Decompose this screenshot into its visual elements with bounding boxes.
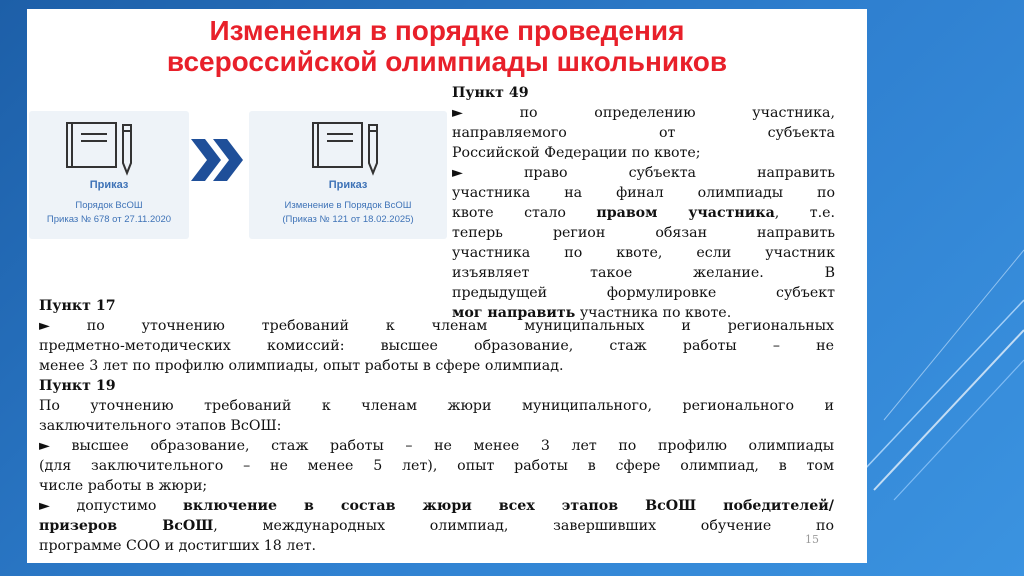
punkt-19-line: числе работы в жюри;	[39, 478, 208, 494]
punkt-49-line: Российской Федерации по квоте;	[452, 145, 701, 161]
punkt-17-line: предметно-методических комиссий: высшее образование, стаж работы – не	[39, 338, 834, 354]
title-line-2: всероссийской олимпиады школьников	[166, 46, 728, 77]
punkt-17-19-block	[39, 296, 834, 556]
punkt-49-heading: Пункт 49	[452, 85, 529, 101]
old-order-caption-title: Приказ	[89, 179, 129, 191]
punkt-19-heading: Пункт 19	[39, 378, 116, 394]
new-order-caption-line-2: (Приказ № 121 от 18.02.2025)	[282, 214, 414, 225]
punkt-49-line: участника по квоте, если участник	[452, 245, 835, 261]
slide	[27, 9, 867, 563]
punkt-19-line: ► допустимо включение в состав жюри всех этапов ВсОШ победителей/	[39, 498, 834, 514]
punkt-49-line: изъявляет такое желание. В	[452, 265, 835, 281]
punkt-49-line: теперь регион обязан направить	[452, 225, 835, 241]
punkt-49-line: предыдущей формулировке субъект	[452, 285, 835, 301]
double-chevron-right-icon	[189, 137, 249, 183]
order-document-icon	[309, 117, 389, 177]
punkt-19-line: заключительного этапов ВсОШ:	[39, 418, 282, 434]
background-decoration-lines	[864, 0, 1024, 576]
punkt-17-line: ► по уточнению требований к членам муниципальных и региональных	[39, 318, 834, 334]
punkt-17-heading: Пункт 17	[39, 298, 116, 314]
new-order-card	[249, 111, 447, 239]
new-order-caption-title: Приказ	[328, 179, 368, 191]
slide-title	[27, 15, 867, 77]
punkt-19-line: призеров ВсОШ, международных олимпиад, завершивших обучение по	[39, 518, 834, 534]
new-order-caption-line-1: Изменение в Порядок ВсОШ	[284, 200, 412, 211]
emphasis-right-of-participant: правом участника	[596, 205, 775, 221]
old-order-caption-line-1: Порядок ВсОШ	[75, 200, 143, 211]
punkt-19-line: (для заключительного – не менее 5 лет), опыт работы в сфере олимпиад, в том	[39, 458, 834, 474]
punkt-19-line: программе СОО и достигших 18 лет.	[39, 538, 317, 554]
order-document-icon	[63, 117, 143, 177]
emphasis-jury-inclusion: включение в состав жюри всех этапов ВсОШ победителей/	[183, 498, 834, 514]
punkt-49-line: участника на финал олимпиады по	[452, 185, 835, 201]
old-order-caption-line-2: Приказ № 678 от 27.11.2020	[46, 214, 172, 225]
punkt-49-line: квоте стало правом участника, т.е.	[452, 205, 835, 221]
title-line-1: Изменения в порядке проведения	[209, 15, 685, 46]
page-number: 15	[805, 533, 819, 546]
punkt-49-line: ► право субъекта направить	[452, 165, 835, 181]
punkt-49-block	[452, 83, 835, 323]
punkt-49-line: направляемого от субъекта	[452, 125, 835, 141]
punkt-49-line: ► по определению участника,	[452, 105, 835, 121]
punkt-17-line: менее 3 лет по профилю олимпиады, опыт работы в сфере олимпиад.	[39, 358, 564, 374]
punkt-19-line: ► высшее образование, стаж работы – не менее 3 лет по профилю олимпиады	[39, 438, 834, 454]
emphasis-could-send: мог направить	[452, 305, 576, 321]
old-order-card	[29, 111, 189, 239]
punkt-49-line: мог направить участника по квоте.	[452, 305, 732, 321]
punkt-19-line: По уточнению требований к членам жюри муниципального, регионального и	[39, 398, 834, 414]
emphasis-prize-winners: призеров ВсОШ	[39, 518, 214, 534]
